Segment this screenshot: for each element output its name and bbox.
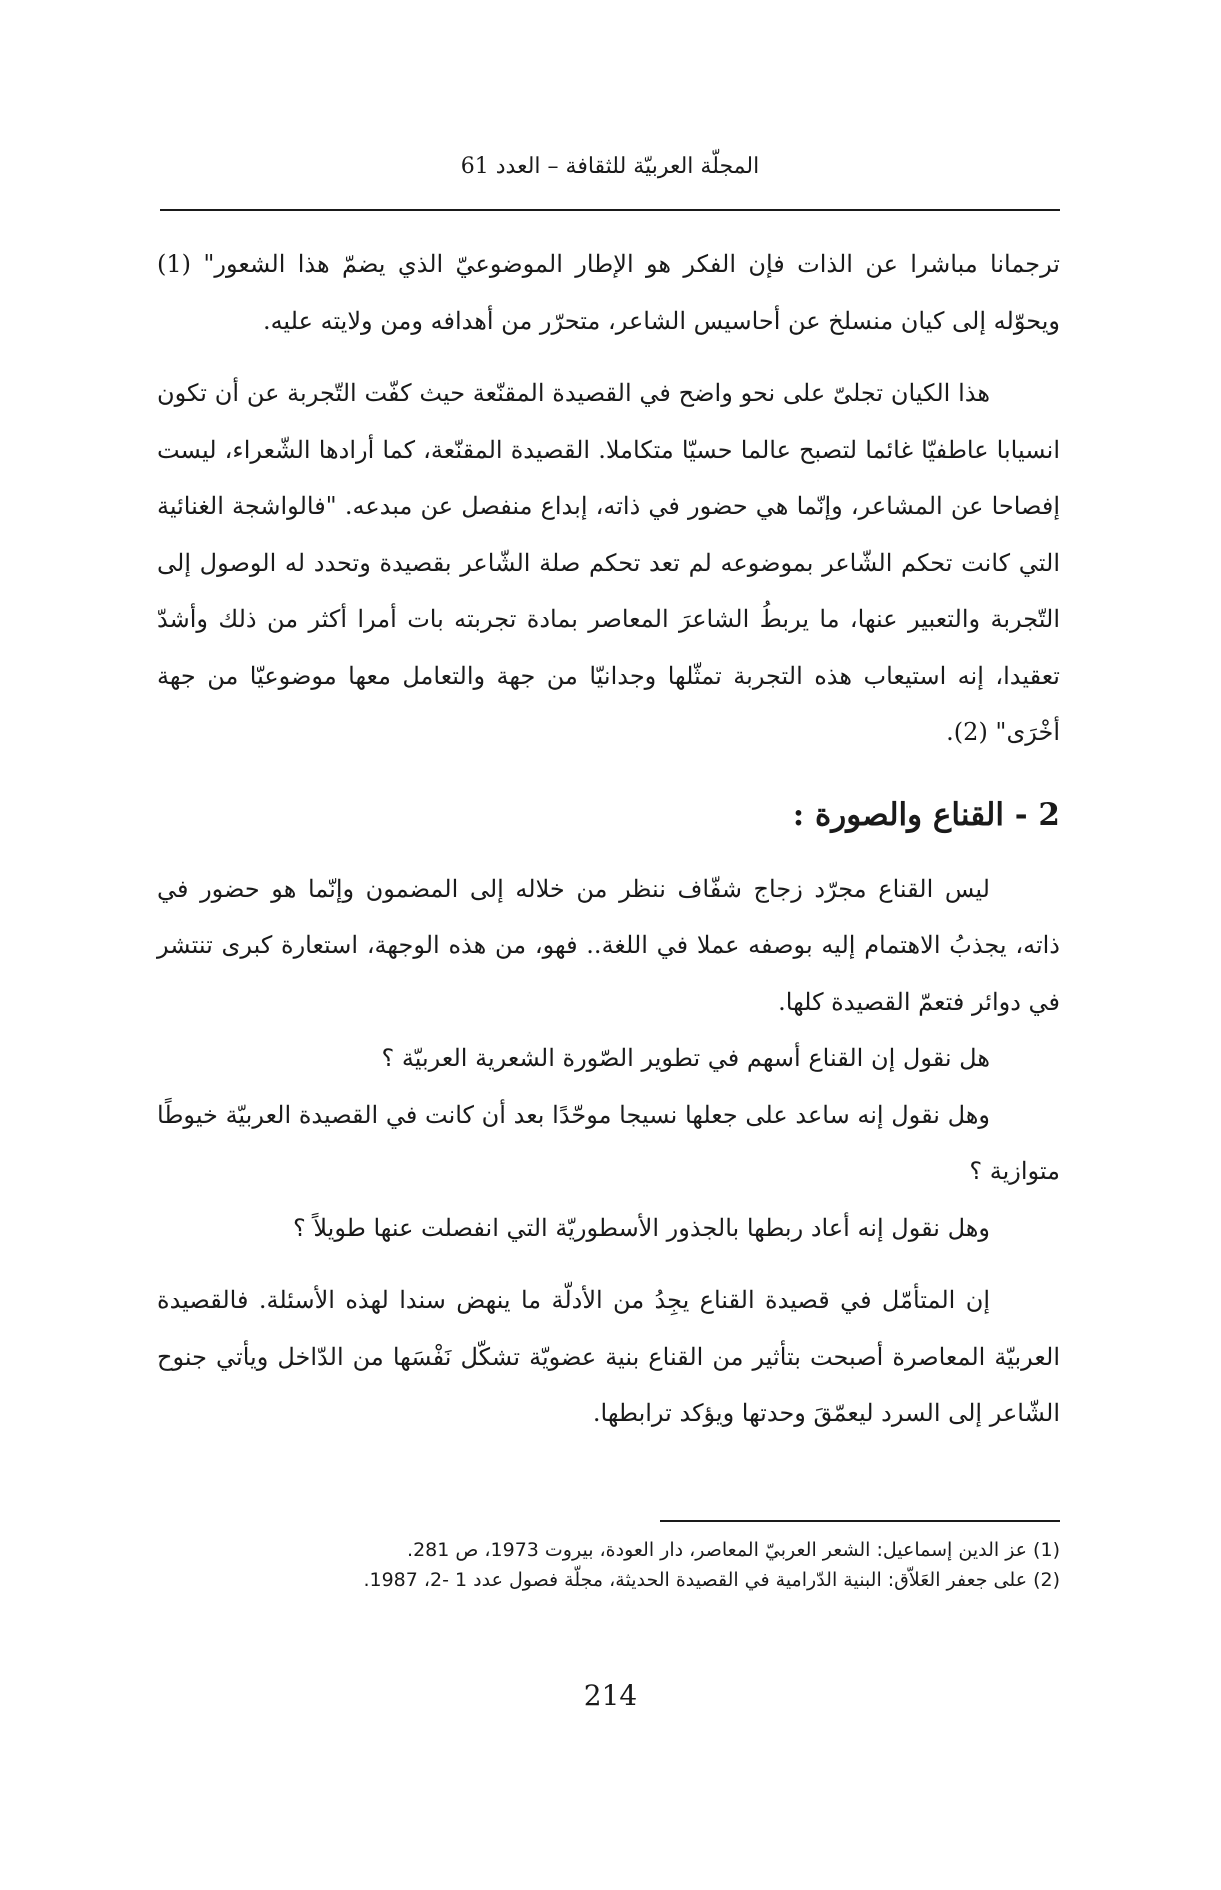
question: هل نقول إن القناع أسهم في تطوير الصّورة الشعرية العربيّة ؟ (381, 1044, 990, 1072)
header-divider (160, 209, 1060, 211)
question: وهل نقول إنه ساعد على جعلها نسيجا موحّدًا بعد أن كانت في القصيدة العربيّة خيوطًا متوازية ؟ (157, 1100, 1060, 1185)
main-text (157, 236, 1060, 1442)
footnote: (1) عز الدين إسماعيل: الشعر العربيّ المعاصر، دار العودة، بيروت 1973، ص 281. (407, 1539, 1060, 1561)
paragraph: هذا الكيان تجلىّ على نحو واضح في القصيدة المقنّعة حيث كفّت التّجربة عن أن تكون انسيابا عاطفيّا غائما لتصبح عالما حسيّا متكاملا. القصيدة المقنّعة، كما أرادها الشّعراء، ليست إفصاحا عن المشاعر، وإنّما هي حضور في ذاته، إبداع منفصل عن مبدعه. "فالواشجة الغنائية التي كانت تحكم الشّاعر بموضوعه لم تعد تحكم صلة الشّاعر بقصيدة وتحدد له الوصول إلى التّجربة والتعبير عنها، ما يربطُ الشاعرَ المعاصر بمادة تجربته بات أمرا أكثر من ذلك وأشدّ تعقيدا، إنه استيعاب هذه التجربة تمثّلها وجدانيّا من جهة والتعامل معها موضوعيّا من جهة أخْرَى" (2). (157, 379, 1060, 746)
page-number: 214 (583, 1679, 638, 1712)
footnote-divider (660, 1520, 1060, 1522)
question: وهل نقول إنه أعاد ربطها بالجذور الأسطوريّة التي انفصلت عنها طويلاً ؟ (292, 1213, 990, 1242)
paragraph: ليس القناع مجرّد زجاج شفّاف ننظر من خلاله إلى المضمون وإنّما هو حضور في ذاته، يجذبُ الاهتمام إليه بوصفه عملا في اللغة.. فهو، من هذه الوجهة، استعارة كبرى تنتشر في دوائر فتعمّ القصيدة كلها. (157, 874, 1060, 1016)
paragraph-continued: ترجمانا مباشرا عن الذات فإن الفكر هو الإطار الموضوعيّ الذي يضمّ هذا الشعور" (1) ويحوّله إلى كيان منسلخ عن أحاسيس الشاعر، متحرّر من أهدافه ومن ولايته عليه. (157, 250, 1060, 335)
running-header: المجلّة العربيّة للثقافة – العدد 61 (460, 154, 760, 179)
section-heading: 2 - القناع والصورة : (792, 796, 1060, 833)
footnote: (2) على جعفر العَلاّق: البنية الدّرامية في القصيدة الحديثة، مجلّة فصول عدد 1 -2، 1987. (363, 1569, 1060, 1591)
paragraph: إن المتأمّل في قصيدة القناع يجِدُ من الأدلّة ما ينهض سندا لهذه الأسئلة. فالقصيدة العربيّة المعاصرة أصبحت بتأثير من القناع بنية عضويّة تشكّل نَفْسَها من الدّاخل ويأتي جنوح الشّاعر إلى السرد ليعمّقَ وحدتها ويؤكد ترابطها. (157, 1286, 1060, 1427)
footnotes (157, 1535, 1060, 1595)
